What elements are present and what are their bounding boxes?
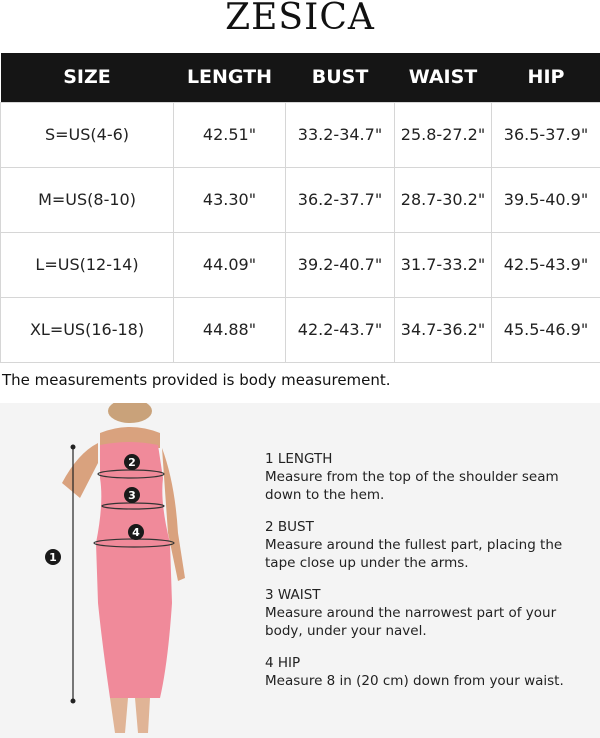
marker-label: 3 [128, 489, 136, 502]
cell: 28.7-30.2" [395, 167, 492, 232]
header-hip: HIP [492, 53, 600, 102]
marker-label: 4 [132, 526, 140, 539]
instruction-title: 2 BUST [265, 519, 314, 535]
cell: 39.2-40.7" [286, 232, 395, 297]
cell: 42.2-43.7" [286, 297, 395, 362]
length-start-dot [71, 445, 76, 450]
cell: 45.5-46.9" [492, 297, 600, 362]
size-chart-table [0, 53, 600, 363]
instruction-title: 1 LENGTH [265, 451, 333, 467]
length-end-dot [71, 699, 76, 704]
marker-1 [45, 549, 61, 565]
instruction-waist [265, 586, 585, 640]
dress-shape [96, 442, 172, 698]
marker-4 [128, 524, 144, 540]
header-length: LENGTH [174, 53, 286, 102]
instruction-length [265, 450, 585, 504]
instruction-text: Measure from the top of the shoulder seam down to the hem. [265, 469, 559, 503]
cell: 25.8-27.2" [395, 102, 492, 167]
cell: 31.7-33.2" [395, 232, 492, 297]
cell: 36.5-37.9" [492, 102, 600, 167]
dress-figure [0, 403, 250, 738]
cell: 34.7-36.2" [395, 297, 492, 362]
cell: 44.09" [174, 232, 286, 297]
table-row [1, 167, 600, 232]
table-row [1, 297, 600, 362]
instruction-bust [265, 518, 585, 572]
cell: L=US(12-14) [1, 232, 174, 297]
instruction-title: 3 WAIST [265, 587, 321, 603]
cell: M=US(8-10) [1, 167, 174, 232]
instruction-title: 4 HIP [265, 655, 301, 671]
arm-left [62, 443, 98, 498]
header-waist: WAIST [395, 53, 492, 102]
instruction-text: Measure around the narrowest part of your body, under your navel. [265, 605, 557, 639]
cell: XL=US(16-18) [1, 297, 174, 362]
table-row [1, 232, 600, 297]
cell: 44.88" [174, 297, 286, 362]
header-size: SIZE [1, 53, 174, 102]
measurement-note: The measurements provided is body measurement. [2, 371, 391, 389]
marker-3 [124, 487, 140, 503]
cell: 39.5-40.9" [492, 167, 600, 232]
brand-logo: ZESICA [225, 0, 375, 38]
instructions-list [265, 450, 585, 704]
table-header-row [1, 53, 600, 102]
cell: S=US(4-6) [1, 102, 174, 167]
marker-label: 2 [128, 456, 136, 469]
marker-2 [124, 454, 140, 470]
cell: 42.51" [174, 102, 286, 167]
cell: 36.2-37.7" [286, 167, 395, 232]
header-bust: BUST [286, 53, 395, 102]
table-row [1, 102, 600, 167]
instruction-text: Measure 8 in (20 cm) down from your waist. [265, 673, 564, 689]
instruction-text: Measure around the fullest part, placing the tape close up under the arms. [265, 537, 563, 571]
cell: 42.5-43.9" [492, 232, 600, 297]
cell: 43.30" [174, 167, 286, 232]
cell: 33.2-34.7" [286, 102, 395, 167]
legs-shape [110, 698, 150, 733]
hair-shape [108, 403, 152, 423]
measurement-guide [0, 403, 600, 738]
marker-label: 1 [49, 551, 57, 564]
instruction-hip [265, 654, 585, 690]
